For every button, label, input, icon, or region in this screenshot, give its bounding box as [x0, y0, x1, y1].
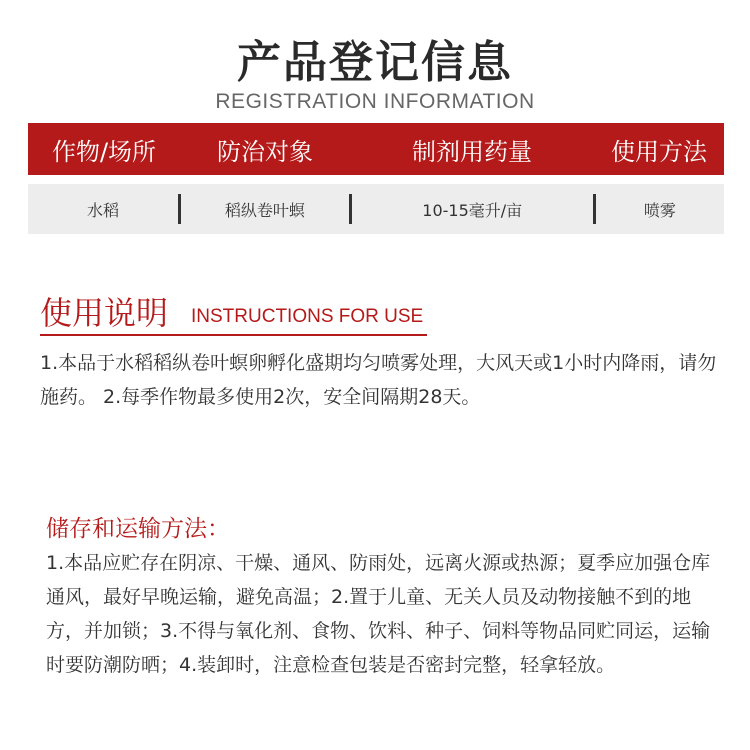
- usage-underline: [40, 334, 427, 336]
- header-crop: 作物/场所: [51, 137, 157, 166]
- usage-instructions: 1.本品于水稻稻纵卷叶螟卵孵化盛期均匀喷雾处理，大风天或1小时内降雨，请勿施药。 2.每季作物最多使用2次，安全间隔期28天。: [40, 352, 717, 408]
- usage-section-title: 使用说明: [40, 294, 169, 332]
- cell-crop: 水稻: [87, 200, 120, 220]
- page-subtitle: REGISTRATION INFORMATION: [215, 90, 535, 113]
- header-dosage: 制剂用药量: [412, 137, 532, 166]
- header-method: 使用方法: [611, 137, 707, 166]
- page-title: 产品登记信息: [237, 37, 513, 88]
- storage-instructions: 1.本品应贮存在阴凉、干燥、通风、防雨处，远离火源或热源；夏季应加强仓库通风，最好早晚运输，避免高温；2.置于儿童、无关人员及动物接触不到的地方，并加锁；3.不得与氧化剂、食物、饮料、种子、饲料等物品同贮同运，运输时要防潮防晒；4.装卸时，注意检查包装是否密封完整，轻拿轻放。: [46, 552, 711, 676]
- registration-table-header: [28, 123, 724, 175]
- cell-dosage: 10-15毫升/亩: [422, 200, 523, 220]
- storage-section-title: 储存和运输方法：: [46, 516, 230, 542]
- usage-section-subtitle: INSTRUCTIONS FOR USE: [191, 306, 424, 327]
- cell-target: 稻纵卷叶螟: [224, 200, 305, 220]
- cell-method: 喷雾: [643, 200, 676, 220]
- table-row: [28, 184, 724, 234]
- header-target: 防治对象: [217, 137, 313, 166]
